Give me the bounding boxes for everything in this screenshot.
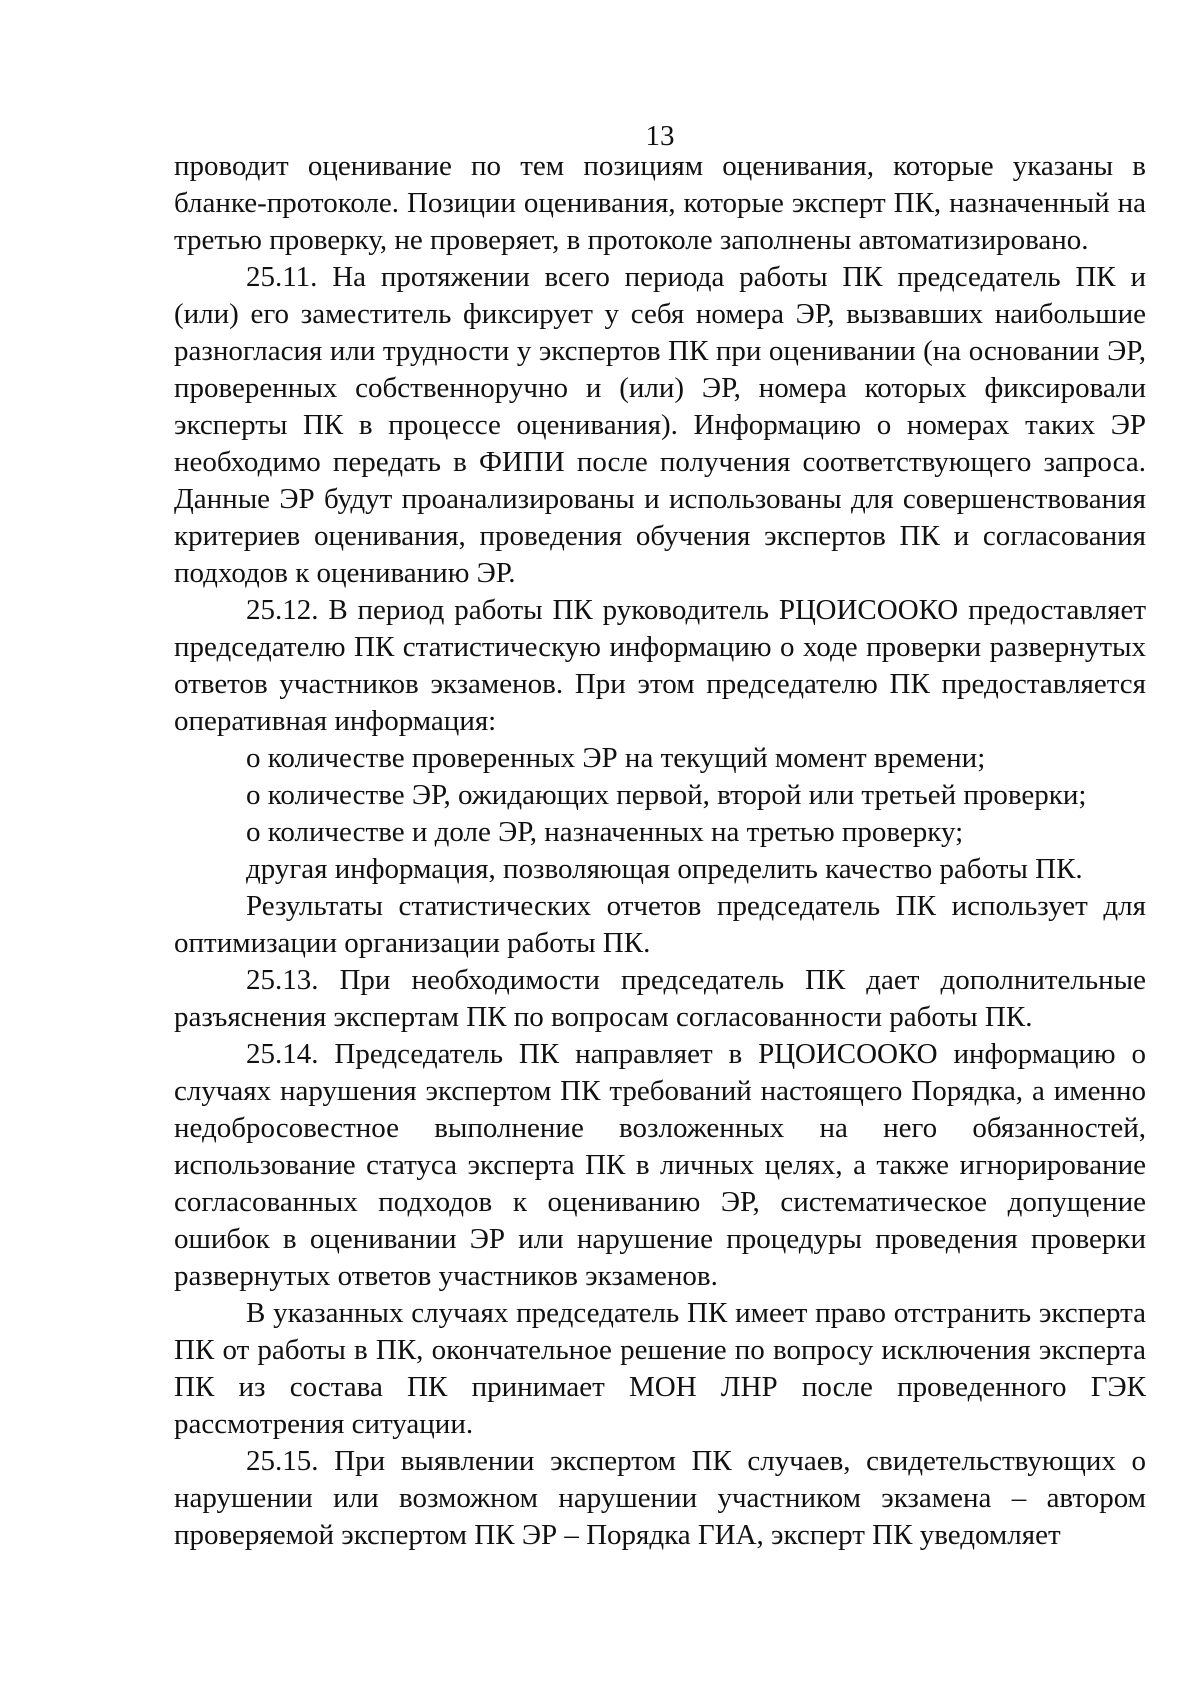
list-item-checked-count: о количестве проверенных ЭР на текущий момент времени;: [246, 742, 986, 774]
document-body: [174, 148, 1146, 1554]
page-number: 13: [645, 120, 675, 152]
paragraph-statistics-use: Результаты статистических отчетов председатель ПК использует для оптимизации организации работы ПК.: [174, 890, 1146, 959]
paragraph-25-11: 25.11. На протяжении всего периода работы ПК председатель ПК и (или) его заместитель фиксирует у себя номера ЭР, вызвавших наибольшие разногласия или трудности у экспертов ПК при оценивании (на основании ЭР, проверенных собственноручно и (или) ЭР, номера которых фиксировали эксперты ПК в процессе оценивания). Информацию о номерах таких ЭР необходимо передать в ФИПИ после получения соответствующего запроса. Данные ЭР будут проанализированы и использованы для совершенствования критериев оценивания, проведения обучения экспертов ПК и согласования подходов к оцениванию ЭР.: [174, 261, 1146, 589]
paragraph-25-14: 25.14. Председатель ПК направляет в РЦОИСООКО информацию о случаях нарушения экспертом ПК требований настоящего Порядка, а именно недобросовестное выполнение возложенных на него обязанностей, использование статуса эксперта ПК в личных целях, а также игнорирование согласованных подходов к оцениванию ЭР, систематическое допущение ошибок в оценивании ЭР или нарушение процедуры проведения проверки развернутых ответов участников экзаменов.: [174, 1038, 1146, 1292]
paragraph-removal-right: В указанных случаях председатель ПК имеет право отстранить эксперта ПК от работы в ПК, окончательное решение по вопросу исключения эксперта ПК из состава ПК принимает МОН ЛНР после проведенного ГЭК рассмотрения ситуации.: [174, 1297, 1146, 1440]
paragraph-25-15: 25.15. При выявлении экспертом ПК случаев, свидетельствующих о нарушении или возможном нарушении участником экзамена – автором проверяемой экспертом ПК ЭР – Порядка ГИА, эксперт ПК уведомляет: [174, 1445, 1146, 1551]
paragraph-25-13: 25.13. При необходимости председатель ПК дает дополнительные разъяснения экспертам ПК по вопросам согласованности работы ПК.: [174, 964, 1146, 1033]
document-page: [174, 0, 1146, 1697]
list-item-pending-count: о количестве ЭР, ожидающих первой, второй или третьей проверки;: [246, 779, 1087, 811]
list-item-third-check-share: о количестве и доле ЭР, назначенных на третью проверку;: [246, 816, 964, 848]
paragraph-continuation: проводит оценивание по тем позициям оценивания, которые указаны в бланке-протоколе. Позиции оценивания, которые эксперт ПК, назначенный на третью проверку, не проверяет, в протоколе заполнены автоматизировано.: [174, 150, 1146, 256]
list-item-other-info: другая информация, позволяющая определить качество работы ПК.: [246, 853, 1083, 885]
paragraph-25-12: 25.12. В период работы ПК руководитель РЦОИСООКО предоставляет председателю ПК статистическую информацию о ходе проверки развернутых ответов участников экзаменов. При этом председателю ПК предоставляется оперативная информация:: [174, 594, 1146, 737]
